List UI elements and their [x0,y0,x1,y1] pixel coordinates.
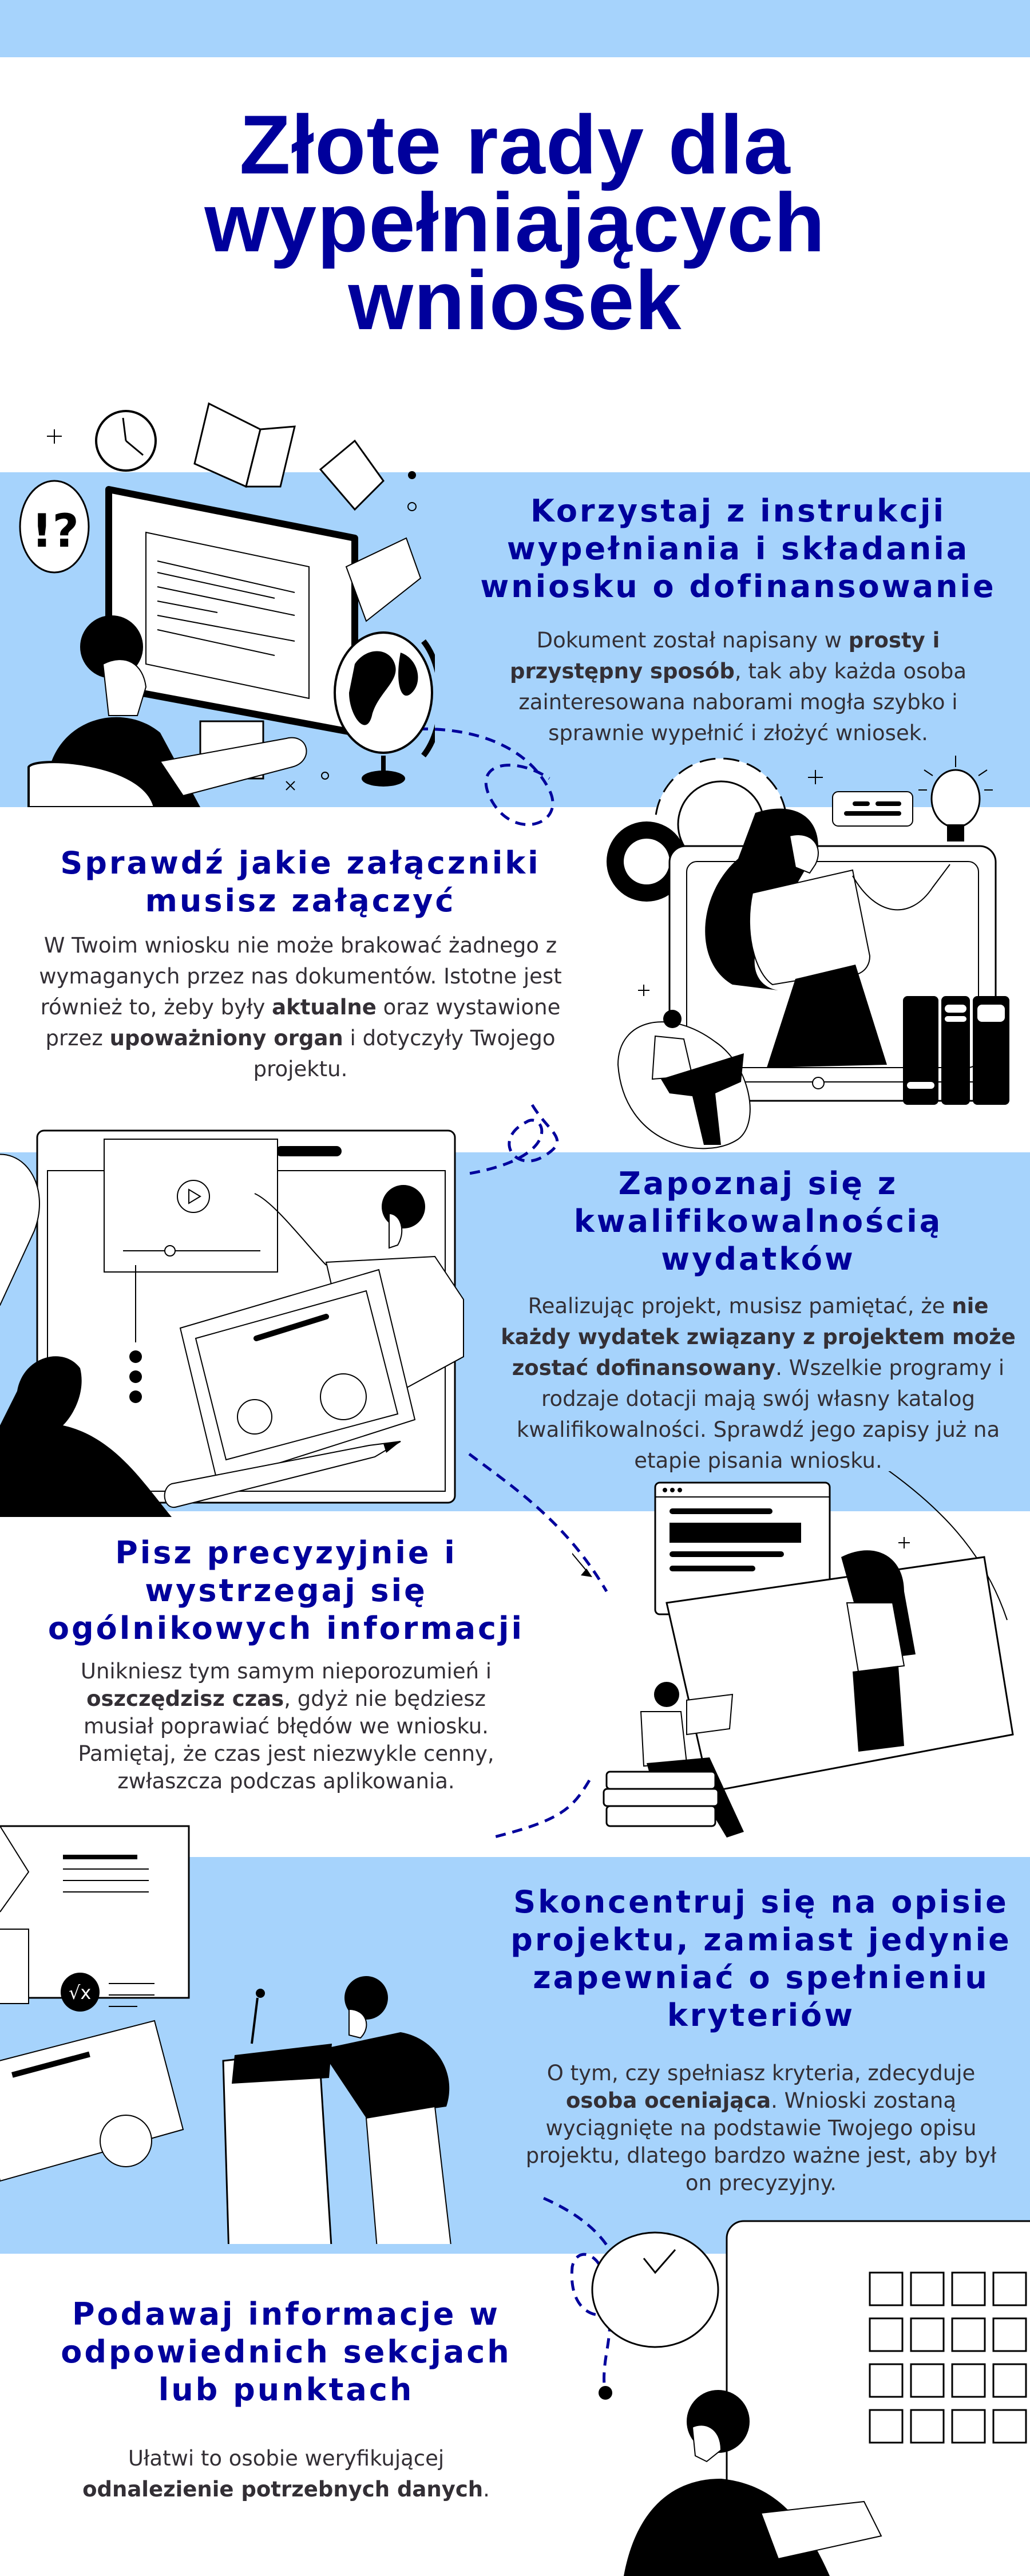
section-3-text [492,1165,1024,1476]
section-5-heading [492,1883,1030,2034]
clock-icon [96,411,156,471]
body-text: W Twoim wniosku nie może brakować żadnego z wymaganych przez nas dokumentów. Istotne jest również to, żeby były [39,933,562,1020]
speaker-person [320,1976,452,2244]
heading-line: wniosku o dofinansowanie [480,568,996,605]
heading-line: kwalifikowalnością [573,1203,943,1239]
body-text: Unikniesz tym samym nieporozumień i [80,1659,492,1684]
book-icon [195,404,295,487]
heading-line: Zapoznaj się z [618,1165,898,1202]
section-4-body [23,1658,549,1795]
documents-icon [0,1826,189,2012]
body-bold: aktualne [272,995,377,1020]
section-5-illustration [0,1809,469,2244]
heading-line: kryteriów [667,1997,855,2033]
clock-check-icon [592,2233,718,2347]
heading-line: projektu, zamiast jedynie [510,1922,1012,1958]
speech-bubble-icon [833,792,913,826]
section-3-body [492,1291,1024,1476]
heading-line: Skoncentruj się na opisie [513,1884,1009,1920]
section-1-heading [452,492,1024,606]
body-bold: prosty i przystępny sposób [509,628,940,683]
body-text: i dotyczyły Twojego projektu. [253,1026,556,1081]
section-2-body [17,930,584,1085]
section-4-text [23,1534,549,1795]
body-text: , tak aby każda osoba zainteresowana naborami mogła szybko i sprawnie wypełnić i złożyć wniosek. [518,659,967,745]
heading-line: wypełniania i składania [506,531,970,567]
video-player-icon [104,1139,278,1272]
section-3-illustration [0,1116,469,1517]
podium-icon [223,1989,332,2244]
books-stack-icon [604,1772,718,1826]
globe-icon [335,633,435,787]
section-6-heading [23,2296,549,2409]
section-1-text [452,492,1024,749]
heading-line: zapewniać o spełnieniu [533,1959,989,1996]
body-bold: upoważniony organ [109,1026,343,1050]
heading-line: ogólnikowych informacji [47,1610,525,1646]
section-6-illustration [589,2215,1030,2576]
laptop-icon [687,1694,732,1735]
heading-line: Podawaj informacje w [72,2296,501,2332]
section-6-body [23,2443,549,2505]
heading-line: musisz załączyć [145,883,456,919]
body-text: Realizując projekt, musisz pamiętać, że [528,1294,952,1318]
section-2-heading [17,844,584,920]
map-pin-icon [0,1155,39,1305]
section-6-text [23,2296,549,2505]
body-text: . Wnioski zostaną wyciągnięte na podstawie Twojego opisu projektu, dlatego bardzo ważne jest, aby był on precyzyjny. [525,2088,997,2195]
body-text: Dokument został napisany w [536,628,849,653]
heading-line: Sprawdź jakie załączniki [60,845,541,881]
heading-line: odpowiednich sekcjach [61,2334,512,2370]
heading-line: wydatków [661,1241,855,1277]
section-2-illustration [601,744,1030,1156]
section-4-illustration [572,1471,1030,1860]
svg-text:√x: √x [69,1982,92,2004]
body-text: O tym, czy spełniasz kryteria, zdecyduje [546,2061,976,2085]
section-2-text [17,844,584,1085]
body-bold: odnalezienie potrzebnych danych [82,2477,484,2502]
heading-line: lub punktach [158,2372,414,2408]
heading-line: wystrzegaj się [145,1573,427,1609]
heading-line: Korzystaj z instrukcji [530,493,946,529]
body-text: . Wszelkie programy i rodzaje dotacji mają swój własny katalog kwalifikowalności. Sprawdź jego zapisy już na etapie pisania wniosku. [516,1356,1005,1473]
title-line-3: wniosek [348,254,682,347]
body-text: , gdyż nie będziesz musiał poprawiać błędów we wniosku. Pamiętaj, że czas jest niezwykle cenny, zwłaszcza podczas aplikowania. [78,1686,494,1793]
question-bubble-icon [20,481,89,572]
section-1-illustration [11,395,435,807]
section-1-body [452,625,1024,749]
section-5-body [492,2060,1030,2197]
section-4-heading [23,1534,549,1647]
section-3-heading [492,1165,1024,1278]
svg-text:!?: !? [31,504,79,558]
section-5-text [492,1883,1030,2197]
folder-icon [320,441,383,509]
body-text: Ułatwi to osobie weryfikującej [128,2446,445,2471]
body-bold: nie każdy wydatek związany z projektem może zostać dofinansowany [501,1294,1016,1380]
body-bold: osoba oceniająca [565,2088,771,2113]
title-line-1: Złote rady dla [239,98,791,191]
body-text: oraz wystawione przez [45,995,561,1050]
body-text: . [483,2477,490,2502]
title-line-2: wypełniających [204,176,826,269]
lightbulb-icon [918,756,993,841]
heading-line: Pisz precyzyjnie i [115,1535,457,1571]
certificate-icon [0,2021,183,2181]
binders-icon [903,996,1009,1105]
body-bold: oszczędzisz czas [86,1686,284,1711]
